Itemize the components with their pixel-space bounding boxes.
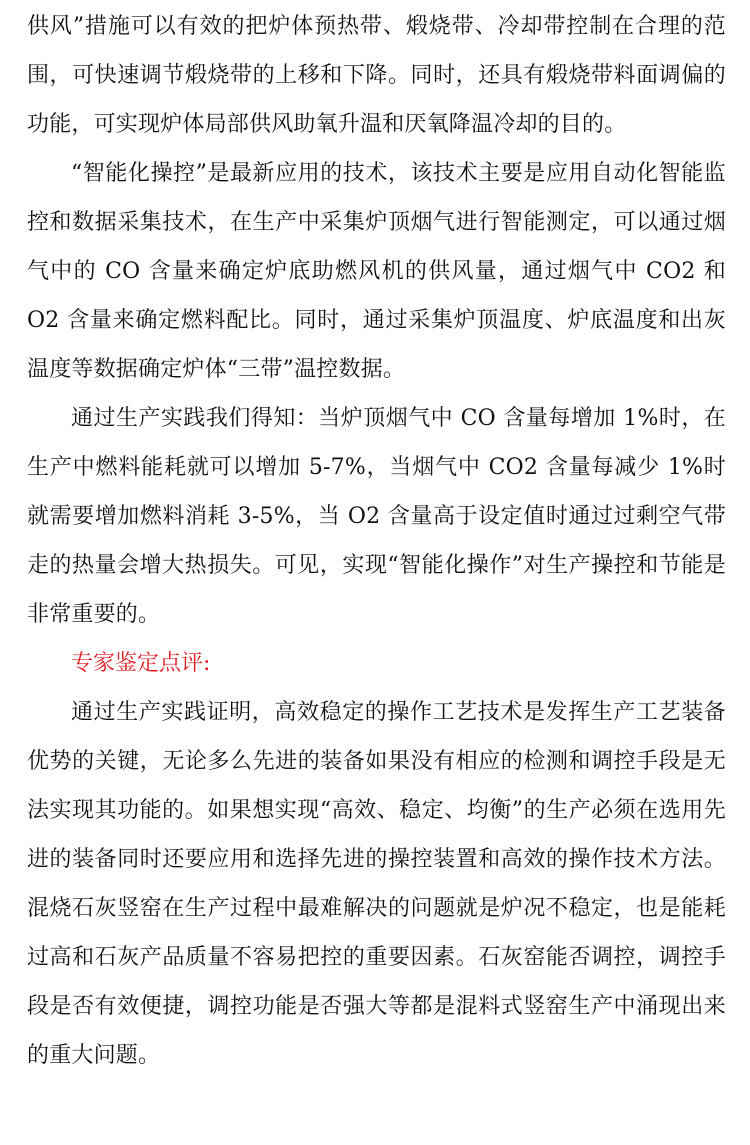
paragraph-production-practice: 通过生产实践我们得知：当炉顶烟气中 CO 含量每增加 1%时，在生产中燃料能耗就可以增加 5-7%，当烟气中 CO2 含量每减少 1%时就需要增加燃料消耗 3-5%，当 O2 含量高于设定值时通过过剩空气带走的热量会增大热损失。可见，实现“智能化操作”对生产操控和节能是非常重要的。 xyxy=(27,406,726,627)
expert-review-heading: 专家鉴定点评: xyxy=(71,651,211,676)
paragraph-expert-review: 通过生产实践证明，高效稳定的操作工艺技术是发挥生产工艺装备优势的关键，无论多么先进的装备如果没有相应的检测和调控手段是无法实现其功能的。如果想实现“高效、稳定、均衡”的生产必须在选用先进的装备同时还要应用和选择先进的操控装置和高效的操作技术方法。混烧石灰竖窑在生产过程中最难解决的问题就是炉况不稳定，也是能耗过高和石灰产品质量不容易把控的重要因素。石灰窑能否调控，调控手段是否有效便捷，调控功能是否强大等都是混料式竖窑生产中涌现出来的重大问题。 xyxy=(27,700,726,1068)
paragraph-ventilation: 供风”措施可以有效的把炉体预热带、煅烧带、冷却带控制在合理的范围，可快速调节煅烧带的上移和下降。同时，还具有煅烧带料面调偏的功能，可实现炉体局部供风助氧升温和厌氧降温冷却的目的。 xyxy=(27,14,726,137)
paragraph-intelligent-control: “智能化操控”是最新应用的技术，该技术主要是应用自动化智能监控和数据采集技术，在生产中采集炉顶烟气进行智能测定，可以通过烟气中的 CO 含量来确定炉底助燃风机的供风量，通过烟气中 CO2 和 O2 含量来确定燃料配比。同时，通过采集炉顶温度、炉底温度和出灰温度等数据确定炉体“三带”温控数据。 xyxy=(27,161,726,382)
